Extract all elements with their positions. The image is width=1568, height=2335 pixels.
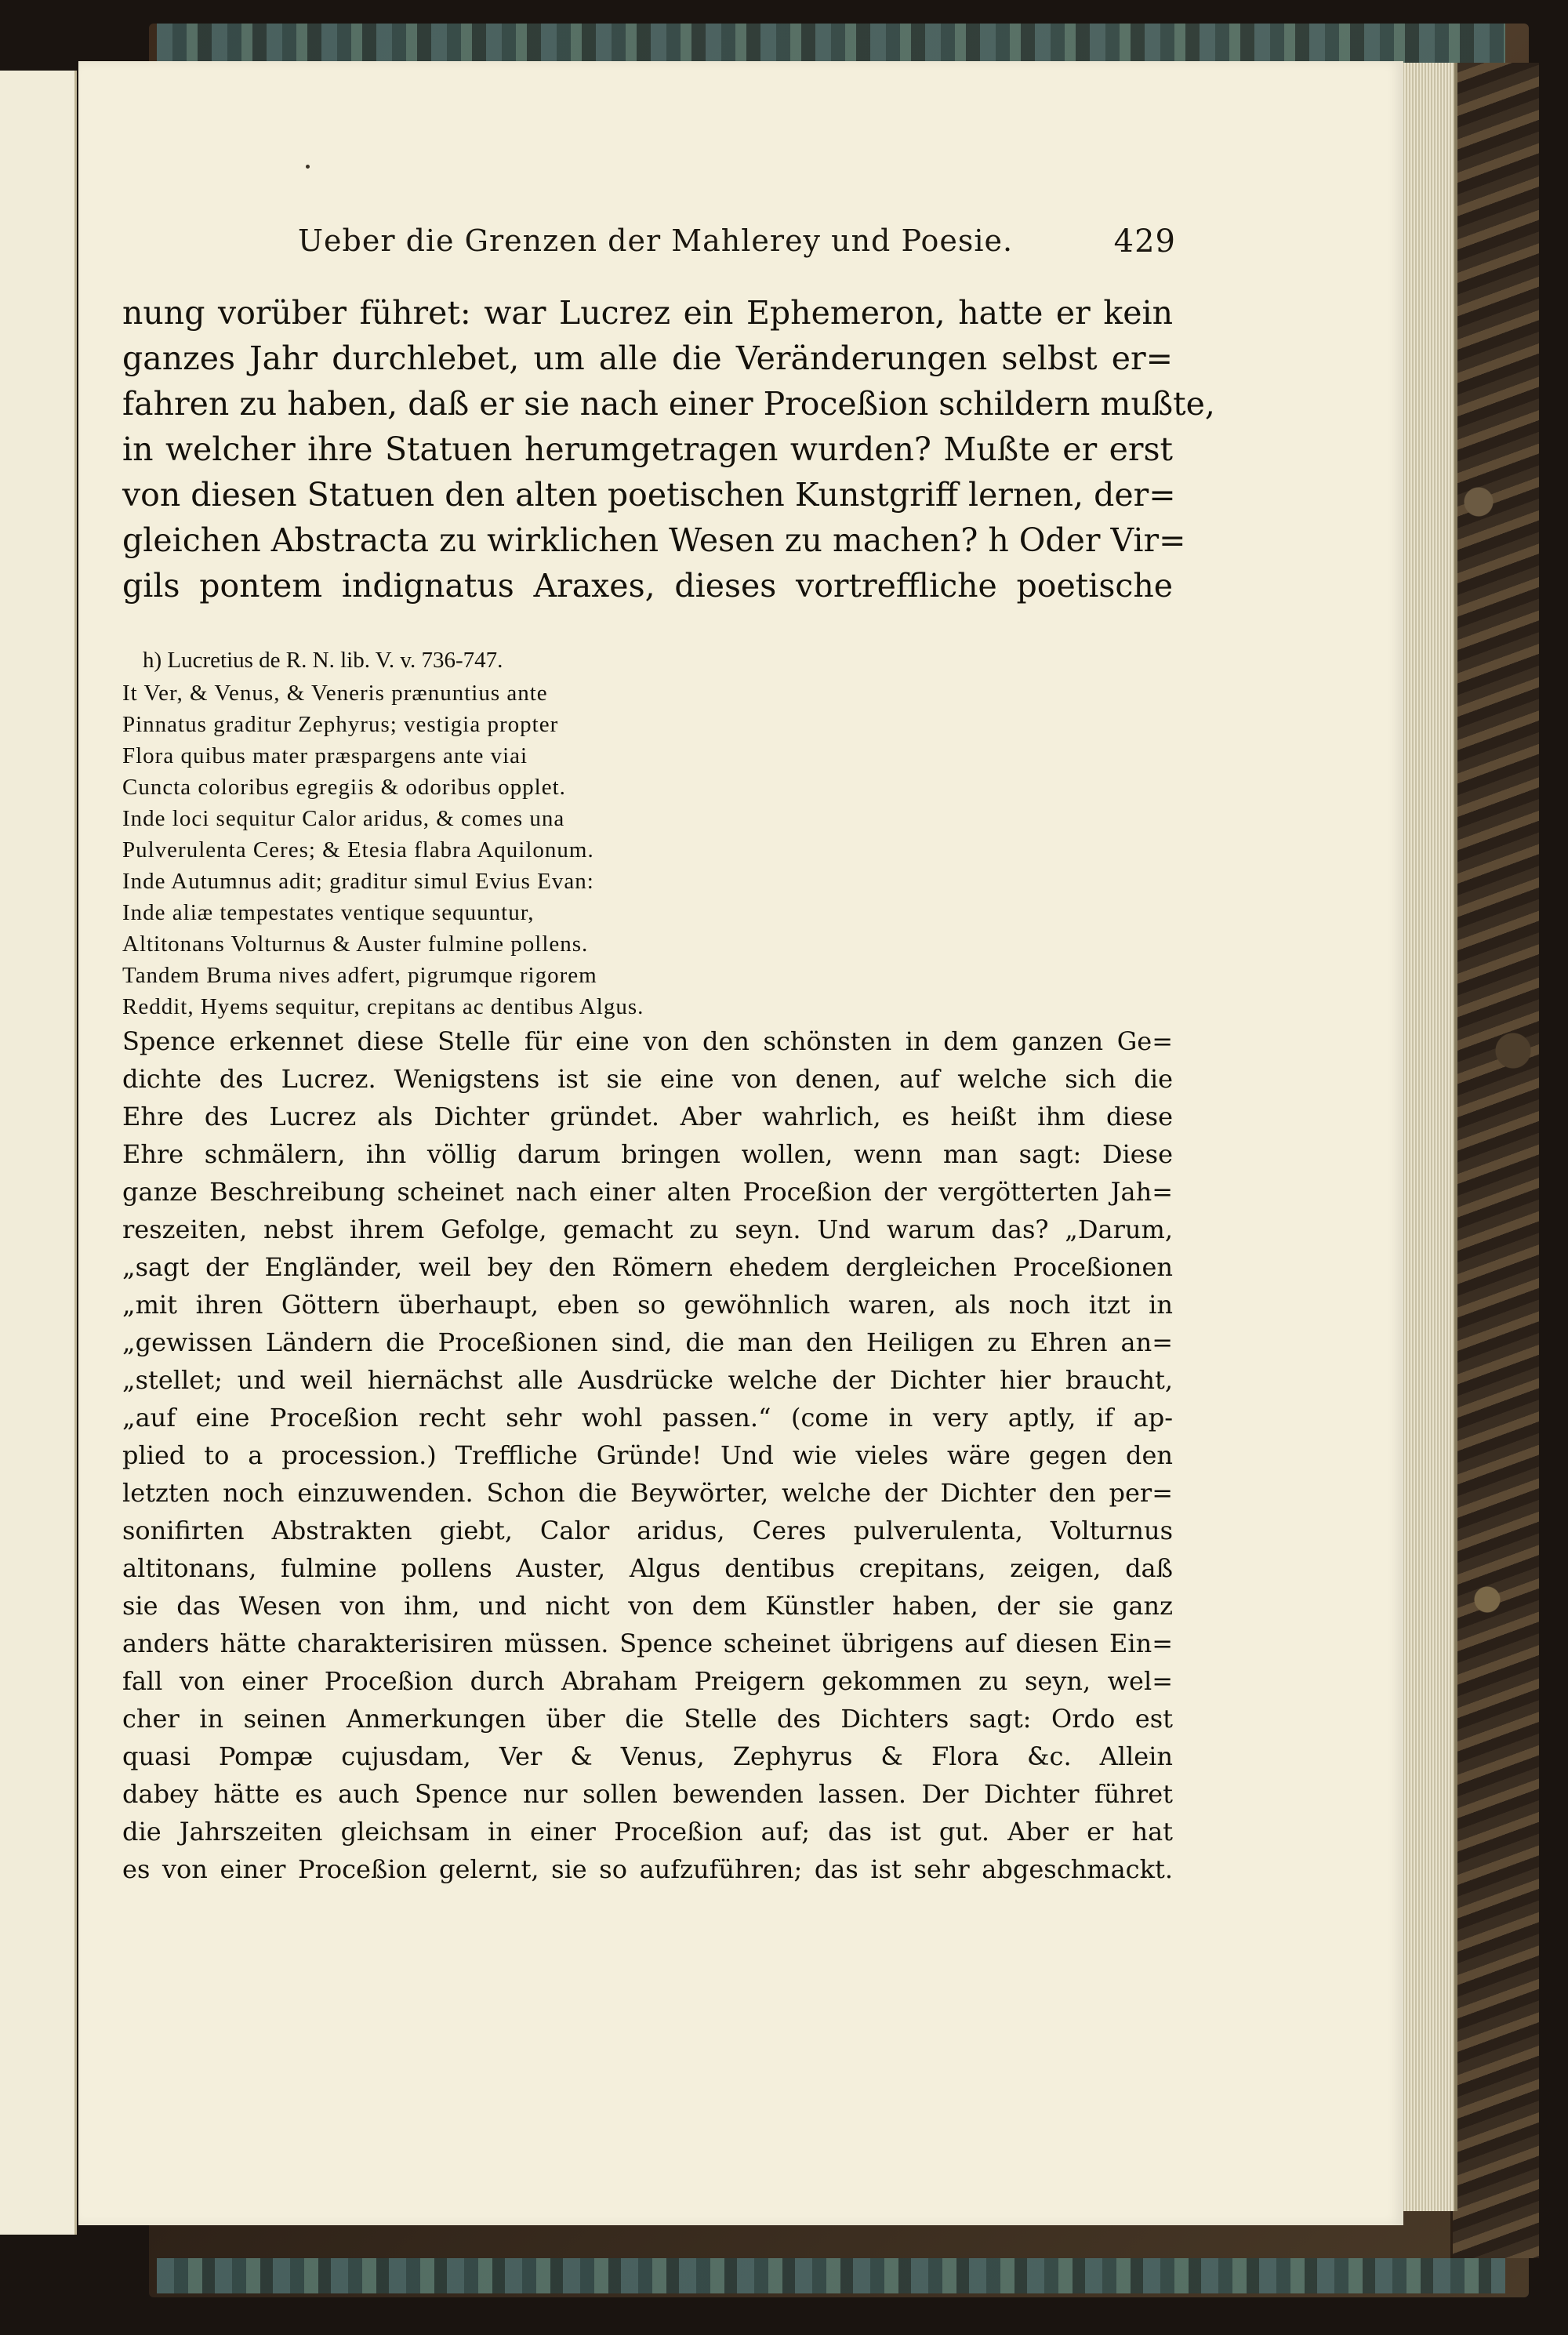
verse-line: Inde loci sequitur Calor aridus, & comes una (122, 806, 565, 831)
commentary-line: „sagt der Engländer, weil bey den Römern ehedem dergleichen Proceßionen (122, 1252, 1173, 1282)
marbled-edge-right (1450, 63, 1539, 2258)
page-body (122, 290, 1215, 1888)
verse-line: Reddit, Hyems sequitur, crepitans ac dentibus Algus. (122, 994, 644, 1019)
header-title: Ueber die Grenzen der Mahlerey und Poesie. (298, 223, 1014, 258)
commentary-line: „auf eine Proceßion recht sehr wohl passen.“ (come in very aptly, if ap- (122, 1403, 1173, 1433)
commentary-line: reszeiten, nebst ihrem Gefolge, gemacht zu seyn. Und warum das? „Darum, (122, 1215, 1173, 1244)
commentary (122, 1022, 1173, 1888)
verse-line: Tandem Bruma nives adfert, pigrumque rigorem (122, 963, 597, 988)
main-text-line: von diesen Statuen den alten poetischen Kunstgriff lernen, der= (122, 476, 1176, 514)
commentary-line: quasi Pompæ cujusdam, Ver & Venus, Zephyrus & Flora &c. Allein (122, 1741, 1173, 1771)
facing-page-edge (0, 71, 77, 2235)
commentary-line: sie das Wesen von ihm, und nicht von dem Künstler haben, der sie ganz (122, 1591, 1173, 1621)
main-text-line: gils pontem indignatus Araxes, dieses vortreffliche poetische (122, 567, 1173, 605)
verse-line: It Ver, & Venus, & Veneris prænuntius ante (122, 681, 548, 706)
commentary-line: plied to a procession.) Treffliche Gründe! Und wie vieles wäre gegen den (122, 1440, 1173, 1470)
commentary-line: die Jahrszeiten gleichsam in einer Proceßion auf; das ist gut. Aber er hat (122, 1817, 1173, 1847)
commentary-line: dichte des Lucrez. Wenigstens ist sie eine von denen, auf welche sich die (122, 1064, 1173, 1094)
marbled-edge-top (157, 24, 1505, 67)
marbled-edge-bottom (157, 2258, 1505, 2293)
footnote (122, 643, 1173, 1888)
verse-line: Cuncta coloribus egregiis & odoribus opplet. (122, 775, 566, 800)
page-number: 429 (1113, 223, 1176, 260)
verse-line: Pulverulenta Ceres; & Etesia flabra Aquilonum. (122, 837, 594, 862)
commentary-line: „gewissen Ländern die Proceßionen sind, die man den Heiligen zu Ehren an= (122, 1327, 1173, 1357)
commentary-line: letzten noch einzuwenden. Schon die Beywörter, welche der Dichter den per= (122, 1478, 1173, 1508)
commentary-line: cher in seinen Anmerkungen über die Stelle des Dichters sagt: Ordo est (122, 1704, 1173, 1734)
footnote-reference: h) Lucretius de R. N. lib. V. v. 736-747. (143, 648, 503, 673)
commentary-line: Spence erkennet diese Stelle für eine von den schönsten in dem ganzen Ge= (122, 1026, 1173, 1056)
main-text-line: nung vorüber führet: war Lucrez ein Ephemeron, hatte er kein (122, 294, 1173, 332)
running-header (298, 223, 1176, 278)
verse-line: Altitonans Volturnus & Auster fulmine pollens. (122, 931, 589, 957)
commentary-line: anders hätte charakterisiren müssen. Spence scheinet übrigens auf diesen Ein= (122, 1629, 1173, 1658)
verse-line: Pinnatus graditur Zephyrus; vestigia propter (122, 712, 559, 737)
verse-line: Flora quibus mater præspargens ante viai (122, 743, 528, 768)
commentary-line: Ehre des Lucrez als Dichter gründet. Aber wahrlich, es heißt ihm diese (122, 1102, 1173, 1131)
verse-line: Inde aliæ tempestates ventique sequuntur, (122, 900, 535, 925)
main-text-line: in welcher ihre Statuen herumgetragen wurden? Mußte er erst (122, 430, 1173, 468)
verse-line: Inde Autumnus adit; graditur simul Evius Evan: (122, 869, 594, 894)
commentary-line: ganze Beschreibung scheinet nach einer alten Proceßion der vergötterten Jah= (122, 1177, 1173, 1207)
main-text-line: fahren zu haben, daß er sie nach einer Proceßion schildern mußte, (122, 385, 1215, 423)
commentary-line: sonifirten Abstrakten giebt, Calor aridus, Ceres pulverulenta, Volturnus (122, 1516, 1173, 1545)
latin-verse (122, 677, 1173, 1022)
commentary-line: „mit ihren Göttern überhaupt, eben so gewöhnlich waren, als noch itzt in (122, 1290, 1173, 1320)
commentary-line: Ehre schmälern, ihn völlig darum bringen wollen, wenn man sagt: Diese (122, 1139, 1173, 1169)
main-text-line: ganzes Jahr durchlebet, um alle die Veränderungen selbst er= (122, 340, 1173, 377)
commentary-line: es von einer Proceßion gelernt, sie so aufzuführen; das ist sehr abgeschmackt. (122, 1854, 1173, 1884)
ink-speck (306, 165, 310, 169)
main-text (122, 290, 1215, 608)
commentary-line: dabey hätte es auch Spence nur sollen bewenden lassen. Der Dichter führet (122, 1779, 1173, 1809)
commentary-line: „stellet; und weil hiernächst alle Ausdrücke welche der Dichter hier braucht, (122, 1365, 1173, 1395)
commentary-line: altitonans, fulmine pollens Auster, Algus dentibus crepitans, zeigen, daß (122, 1553, 1173, 1583)
main-text-line: gleichen Abstracta zu wirklichen Wesen zu machen? h Oder Vir= (122, 521, 1186, 559)
commentary-line: fall von einer Proceßion durch Abraham Preigern gekommen zu seyn, wel= (122, 1666, 1173, 1696)
